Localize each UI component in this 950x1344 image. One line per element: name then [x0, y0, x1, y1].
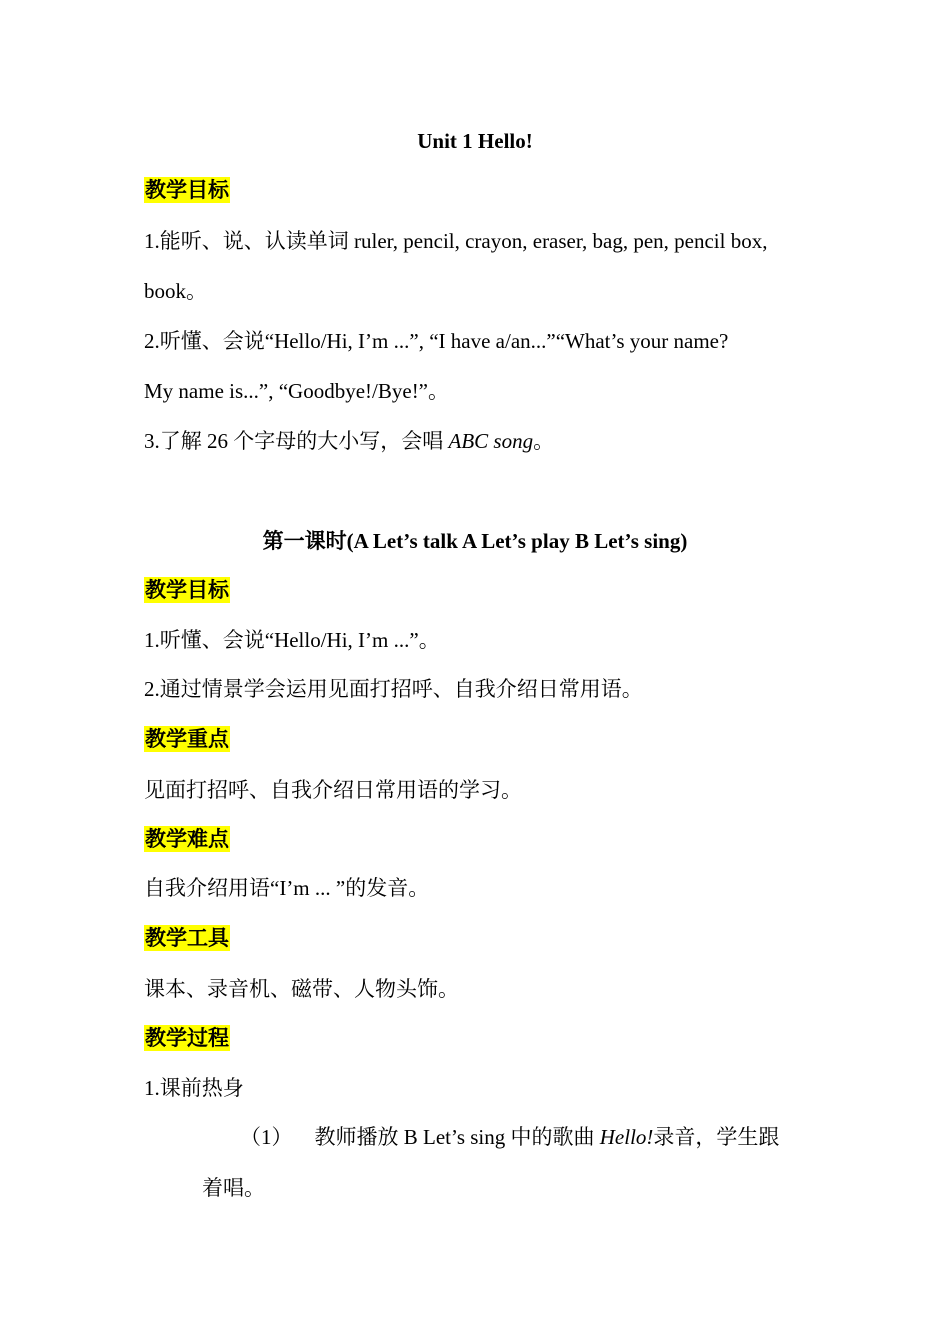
objective-item-1-cont: book。 [144, 279, 207, 303]
process-substep-1-cont: 着唱。 [202, 1176, 265, 1200]
lesson-heading-objectives: 教学目标 [145, 578, 229, 602]
key-points-text: 见面打招呼、自我介绍日常用语的学习。 [144, 778, 522, 802]
difficulties-text: 自我介绍用语“I’m ... ”的发音。 [144, 876, 430, 900]
objective-item-3: 3.了解 26 个字母的大小写，会唱 ABC song。 [144, 429, 555, 453]
unit-title: Unit 1 Hello! [417, 129, 533, 153]
heading-process: 教学过程 [145, 1026, 229, 1050]
lesson-objective-2: 2.通过情景学会运用见面打招呼、自我介绍日常用语。 [144, 677, 643, 701]
objective-item-2-cont: My name is...”, “Goodbye!/Bye!”。 [144, 379, 450, 403]
lesson-objective-1: 1.听懂、会说“Hello/Hi, I’m ...”。 [144, 628, 440, 652]
objective-item-2: 2.听懂、会说“Hello/Hi, I’m ...”, “I have a/an...”“What’s your name? [144, 329, 729, 353]
process-step-1: 1.课前热身 [144, 1076, 244, 1100]
tools-text: 课本、录音机、磁带、人物头饰。 [144, 977, 459, 1001]
section-heading-objectives: 教学目标 [145, 178, 229, 202]
heading-tools: 教学工具 [145, 926, 229, 950]
heading-difficulties: 教学难点 [145, 827, 229, 851]
lesson-title: 第一课时(A Let’s talk A Let’s play B Let’s sing) [262, 529, 688, 553]
process-substep-1: （1） 教师播放 B Let’s sing 中的歌曲 Hello!录音，学生跟 [240, 1125, 780, 1149]
objective-item-1: 1.能听、说、认读单词 ruler, pencil, crayon, eraser, bag, pen, pencil box, [144, 229, 768, 253]
heading-key-points: 教学重点 [145, 727, 229, 751]
